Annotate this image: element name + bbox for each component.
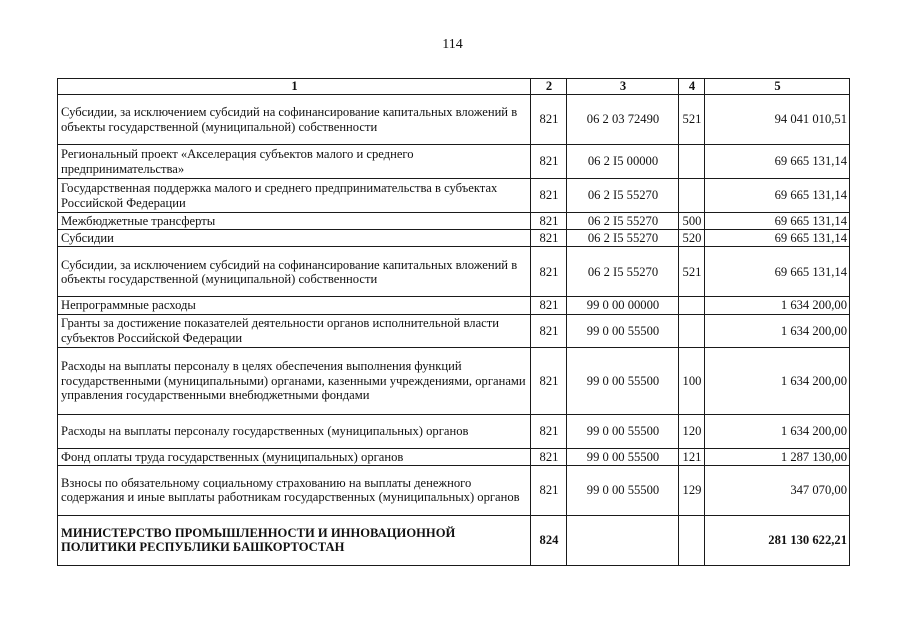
cell-amount: 69 665 131,14 — [705, 145, 850, 179]
column-header-3: 3 — [567, 79, 679, 95]
cell-admin-code: 821 — [531, 347, 567, 414]
cell-expense-type: 120 — [679, 414, 705, 448]
cell-admin-code: 821 — [531, 465, 567, 515]
table-row-total — [58, 515, 850, 565]
cell-admin-code: 821 — [531, 230, 567, 247]
column-header-1: 1 — [58, 79, 531, 95]
table-row — [58, 347, 850, 414]
cell-admin-code: 821 — [531, 145, 567, 179]
cell-admin-code: 821 — [531, 414, 567, 448]
table-row — [58, 414, 850, 448]
cell-admin-code: 821 — [531, 95, 567, 145]
cell-target-code: 99 0 00 55500 — [567, 414, 679, 448]
cell-name: Региональный проект «Акселерация субъектов малого и среднего предпринимательства» — [58, 145, 531, 179]
cell-name: Расходы на выплаты персоналу государственных (муниципальных) органов — [58, 414, 531, 448]
cell-target-code — [567, 515, 679, 565]
cell-expense-type — [679, 297, 705, 314]
page-number: 114 — [442, 37, 463, 52]
table-row — [58, 448, 850, 465]
cell-name: Субсидии, за исключением субсидий на софинансирование капитальных вложений в объекты государственной (муниципальной) собственности — [58, 247, 531, 297]
cell-target-code: 99 0 00 55500 — [567, 448, 679, 465]
cell-name: Межбюджетные трансферты — [58, 213, 531, 230]
cell-target-code: 99 0 00 00000 — [567, 297, 679, 314]
cell-amount: 94 041 010,51 — [705, 95, 850, 145]
cell-expense-type — [679, 145, 705, 179]
cell-admin-code: 821 — [531, 213, 567, 230]
cell-target-code: 06 2 I5 00000 — [567, 145, 679, 179]
table-row — [58, 247, 850, 297]
cell-target-code: 06 2 I5 55270 — [567, 230, 679, 247]
table-row — [58, 465, 850, 515]
cell-target-code: 06 2 I5 55270 — [567, 179, 679, 213]
cell-expense-type: 500 — [679, 213, 705, 230]
cell-amount: 69 665 131,14 — [705, 230, 850, 247]
cell-name: Взносы по обязательному социальному страхованию на выплаты денежного содержания и иные выплаты работникам государственных (муниципальных) органов — [58, 465, 531, 515]
cell-expense-type: 121 — [679, 448, 705, 465]
cell-amount: 69 665 131,14 — [705, 247, 850, 297]
table-row — [58, 314, 850, 347]
cell-name: Субсидии — [58, 230, 531, 247]
cell-target-code: 06 2 I5 55270 — [567, 247, 679, 297]
column-header-4: 4 — [679, 79, 705, 95]
cell-amount: 69 665 131,14 — [705, 179, 850, 213]
cell-admin-code: 824 — [531, 515, 567, 565]
cell-expense-type: 129 — [679, 465, 705, 515]
table-row — [58, 145, 850, 179]
cell-target-code: 99 0 00 55500 — [567, 347, 679, 414]
table-header-row — [58, 79, 850, 95]
cell-amount: 1 634 200,00 — [705, 347, 850, 414]
cell-target-code: 06 2 I5 55270 — [567, 213, 679, 230]
cell-amount: 69 665 131,14 — [705, 213, 850, 230]
cell-name: Гранты за достижение показателей деятельности органов исполнительной власти субъектов Российской Федерации — [58, 314, 531, 347]
table-row — [58, 213, 850, 230]
cell-expense-type — [679, 314, 705, 347]
cell-expense-type: 520 — [679, 230, 705, 247]
cell-target-code: 06 2 03 72490 — [567, 95, 679, 145]
cell-expense-type: 521 — [679, 95, 705, 145]
table-row — [58, 95, 850, 145]
cell-admin-code: 821 — [531, 448, 567, 465]
table-row — [58, 230, 850, 247]
column-header-2: 2 — [531, 79, 567, 95]
cell-expense-type: 521 — [679, 247, 705, 297]
cell-amount: 1 634 200,00 — [705, 314, 850, 347]
cell-admin-code: 821 — [531, 297, 567, 314]
column-header-5: 5 — [705, 79, 850, 95]
cell-name: Фонд оплаты труда государственных (муниципальных) органов — [58, 448, 531, 465]
cell-name: Субсидии, за исключением субсидий на софинансирование капитальных вложений в объекты государственной (муниципальной) собственности — [58, 95, 531, 145]
cell-target-code: 99 0 00 55500 — [567, 465, 679, 515]
cell-name: Государственная поддержка малого и среднего предпринимательства в субъектах Российской Федерации — [58, 179, 531, 213]
cell-amount: 1 634 200,00 — [705, 297, 850, 314]
cell-name: МИНИСТЕРСТВО ПРОМЫШЛЕННОСТИ И ИННОВАЦИОННОЙ ПОЛИТИКИ РЕСПУБЛИКИ БАШКОРТОСТАН — [58, 515, 531, 565]
cell-amount: 1 634 200,00 — [705, 414, 850, 448]
cell-expense-type — [679, 515, 705, 565]
cell-name: Расходы на выплаты персоналу в целях обеспечения выполнения функций государственными (муниципальными) органами, казенными учреждениями, органами управления государственными внебюджетными фондами — [58, 347, 531, 414]
cell-expense-type: 100 — [679, 347, 705, 414]
cell-admin-code: 821 — [531, 247, 567, 297]
cell-amount: 347 070,00 — [705, 465, 850, 515]
cell-amount: 281 130 622,21 — [705, 515, 850, 565]
table-row — [58, 179, 850, 213]
cell-admin-code: 821 — [531, 314, 567, 347]
cell-amount: 1 287 130,00 — [705, 448, 850, 465]
table-row — [58, 297, 850, 314]
cell-target-code: 99 0 00 55500 — [567, 314, 679, 347]
cell-expense-type — [679, 179, 705, 213]
budget-table — [57, 78, 850, 566]
cell-name: Непрограммные расходы — [58, 297, 531, 314]
cell-admin-code: 821 — [531, 179, 567, 213]
